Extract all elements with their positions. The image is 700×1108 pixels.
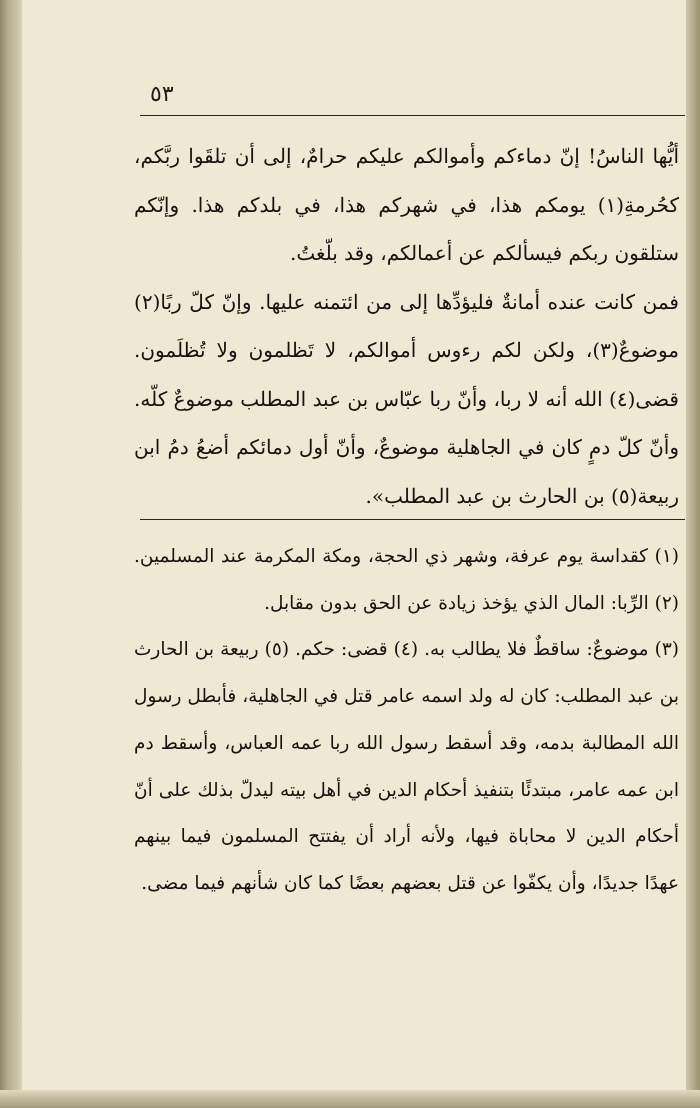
main-text (134, 132, 679, 520)
footnote-paragraph: (١) كقداسة يوم عرفة، وشهر ذي الحجة، ومكة المكرمة عند المسلمين. (٢) الرِّبا: المال الذي يؤخذ زيادة عن الحق بدون مقابل. (134, 546, 679, 614)
footnotes (134, 534, 679, 908)
footnote-rule (140, 519, 685, 520)
footnote-paragraph: (٣) موضوعٌ: ساقطٌ فلا يطالب به. (٤) قضى: حكم. (٥) ربيعة بن الحارث بن عبد المطلب: كان له ولد اسمه عامر قتل في الجاهلية، فأبطل رسول الله المطالبة بدمه، وقد أسقط رسول الله ربا عمه العباس، وأسقط دم ابن عمه عامر، مبتدئًا بتنفيذ أحكام الدين في أهل بيته ليدلّ بذلك على أنّ أحكام الدين لا محاباة فيها، ولأنه أراد أن يفتتح المسلمون فيما بينهم عهدًا جديدًا، وأن يكفّوا عن قتل بعضهم بعضًا كما كان شأنهم فيما مضى. (134, 639, 679, 894)
header-rule (140, 115, 685, 116)
book-page (22, 0, 686, 1090)
scan-edge-left (0, 0, 22, 1108)
main-paragraph: فمن كانت عنده أمانةٌ فليؤدِّها إلى من ائتمنه عليها. وإنّ كلّ ربًا(٢) موضوعٌ(٣)، ولكن لكم رءوس أموالكم، لا تَظلمون ولا تُظلَمون. قضى(٤) الله أنه لا ربا، وأنّ ربا عبّاس بن عبد المطلب موضوعٌ كلّه. وأنّ كلّ دمٍ كان في الجاهلية موضوعٌ، وأنّ أول دمائكم أضعُ دمُ ابن ربيعة(٥) بن الحارث بن عبد المطلب». (134, 289, 679, 508)
scan-edge-right (686, 0, 700, 1108)
main-paragraph: أيُّها الناسُ! إنّ دماءكم وأموالكم عليكم حرامٌ، إلى أن تلقَوا ربَّكم، كحُرمةِ(١) يومكم هذا، في شهركم هذا، في بلدكم هذا. وإنّكم ستلقون ربكم فيسألكم عن أعمالكم، وقد بلّغتُ. (134, 144, 679, 265)
scan-edge-bottom (0, 1090, 700, 1108)
page-number: ٥٣ (150, 82, 174, 107)
